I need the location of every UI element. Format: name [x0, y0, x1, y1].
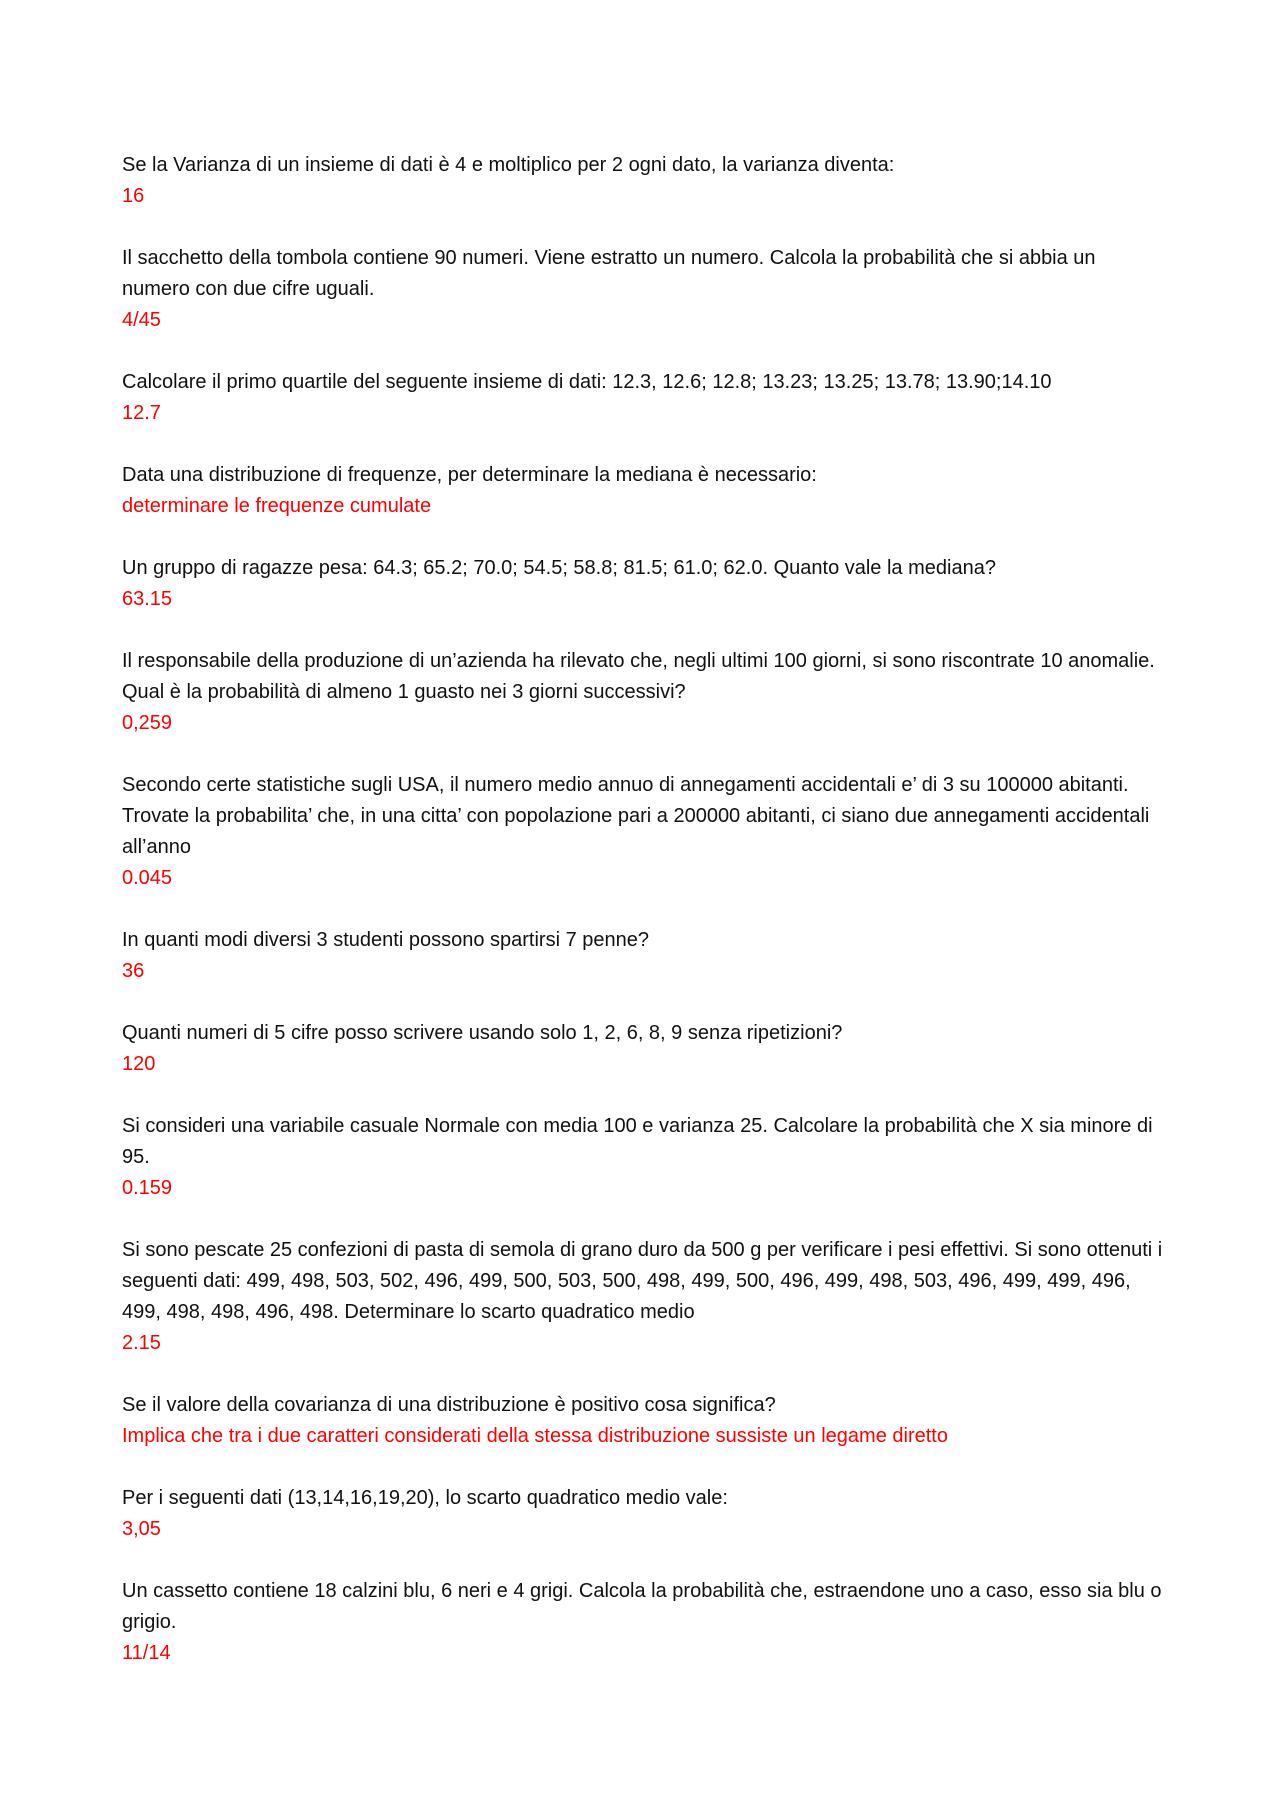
question-text: Il responsabile della produzione di un’azienda ha rilevato che, negli ultimi 100 giorni, si sono riscontrate 10 anomalie. Qual è la probabilità di almeno 1 guasto nei 3 giorni successivi?	[122, 650, 1155, 703]
qa-item-12	[122, 1390, 1167, 1452]
answer-text: 16	[122, 185, 145, 207]
question-text: Se il valore della covarianza di una distribuzione è positivo cosa significa?	[122, 1394, 776, 1416]
answer-text: 0.159	[122, 1177, 173, 1199]
answer-text: 3,05	[122, 1518, 161, 1540]
document-page	[122, 150, 1167, 1700]
answer-text: 12.7	[122, 402, 161, 424]
qa-item-2	[122, 243, 1167, 336]
qa-item-1	[122, 150, 1167, 212]
qa-item-7	[122, 770, 1167, 894]
question-text: Il sacchetto della tombola contiene 90 numeri. Viene estratto un numero. Calcola la probabilità che si abbia un numero con due cifre uguali.	[122, 247, 1096, 300]
question-text: Secondo certe statistiche sugli USA, il numero medio annuo di annegamenti accidentali e’ di 3 su 100000 abitanti. Trovate la probabilita’ che, in una citta’ con popolazione pari a 200000 abitanti, ci siano due annegamenti accidentali all’anno	[122, 774, 1150, 858]
question-text: Si sono pescate 25 confezioni di pasta di semola di grano duro da 500 g per verificare i pesi effettivi. Si sono ottenuti i seguenti dati: 499, 498, 503, 502, 496, 499, 500, 503, 500, 498, 499, 500, 496, 499, 498, 503, 496, 499, 499, 496, 499, 498, 498, 496, 498. Determinare lo scarto quadratico medio	[122, 1239, 1163, 1323]
answer-text: Implica che tra i due caratteri considerati della stessa distribuzione sussiste un legame diretto	[122, 1425, 948, 1447]
answer-text: 2.15	[122, 1332, 161, 1354]
question-text: Un cassetto contiene 18 calzini blu, 6 neri e 4 grigi. Calcola la probabilità che, estraendone uno a caso, esso sia blu o grigio.	[122, 1580, 1162, 1633]
question-text: In quanti modi diversi 3 studenti possono spartirsi 7 penne?	[122, 929, 649, 951]
answer-text: 120	[122, 1053, 156, 1075]
answer-text: 36	[122, 960, 145, 982]
answer-text: 0.045	[122, 867, 173, 889]
qa-item-13	[122, 1483, 1167, 1545]
question-text: Calcolare il primo quartile del seguente insieme di dati: 12.3, 12.6; 12.8; 13.23; 13.25; 13.78; 13.90;14.10	[122, 371, 1052, 393]
answer-text: 4/45	[122, 309, 161, 331]
question-text: Data una distribuzione di frequenze, per determinare la mediana è necessario:	[122, 464, 817, 486]
answer-text: 0,259	[122, 712, 173, 734]
qa-item-5	[122, 553, 1167, 615]
question-text: Se la Varianza di un insieme di dati è 4 e moltiplico per 2 ogni dato, la varianza diventa:	[122, 154, 895, 176]
answer-text: 63.15	[122, 588, 173, 610]
question-text: Un gruppo di ragazze pesa: 64.3; 65.2; 70.0; 54.5; 58.8; 81.5; 61.0; 62.0. Quanto vale la mediana?	[122, 557, 996, 579]
answer-text: 11/14	[122, 1642, 171, 1664]
qa-item-6	[122, 646, 1167, 739]
qa-item-8	[122, 925, 1167, 987]
qa-item-14	[122, 1576, 1167, 1669]
qa-item-4	[122, 460, 1167, 522]
question-text: Per i seguenti dati (13,14,16,19,20), lo scarto quadratico medio vale:	[122, 1487, 728, 1509]
question-text: Quanti numeri di 5 cifre posso scrivere usando solo 1, 2, 6, 8, 9 senza ripetizioni?	[122, 1022, 843, 1044]
qa-item-11	[122, 1235, 1167, 1359]
question-text: Si consideri una variabile casuale Normale con media 100 e varianza 25. Calcolare la probabilità che X sia minore di 95.	[122, 1115, 1153, 1168]
answer-text: determinare le frequenze cumulate	[122, 495, 432, 517]
qa-item-9	[122, 1018, 1167, 1080]
qa-item-10	[122, 1111, 1167, 1204]
qa-item-3	[122, 367, 1167, 429]
